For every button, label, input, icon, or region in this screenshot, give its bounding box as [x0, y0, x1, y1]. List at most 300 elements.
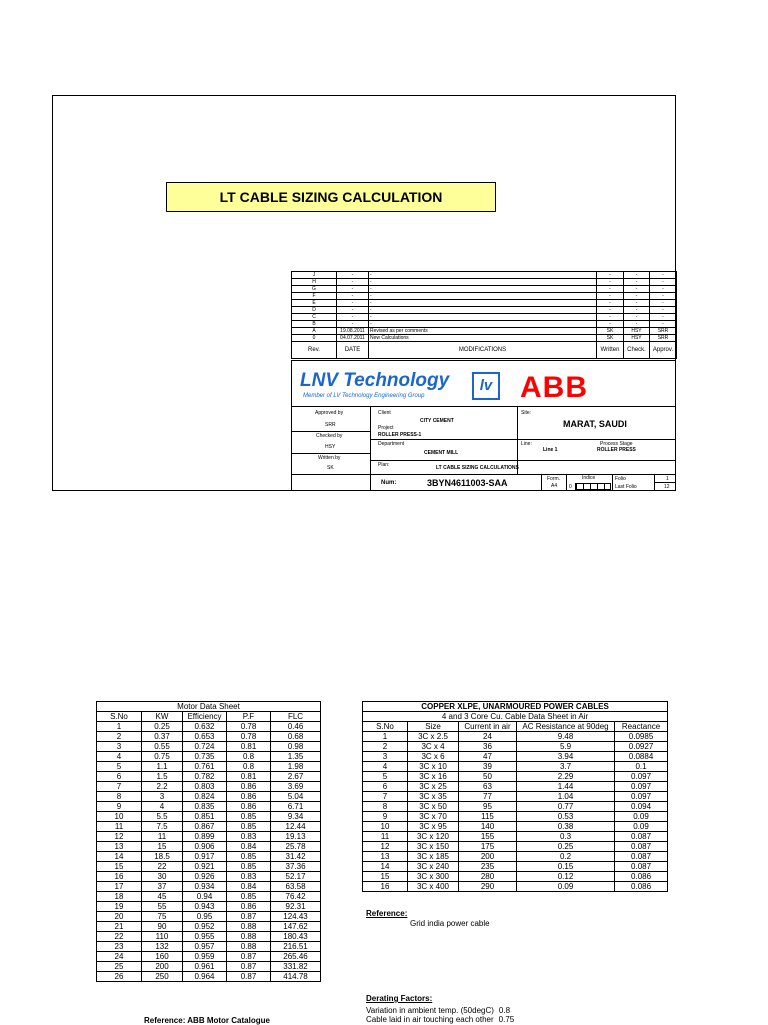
motor-cell: 0.86 — [227, 792, 271, 802]
revision-cell-c: - — [624, 314, 650, 321]
motor-cell: 180.43 — [271, 932, 321, 942]
revision-cell-a: - — [650, 314, 677, 321]
table-row — [97, 762, 321, 772]
motor-cell: 0.83 — [227, 832, 271, 842]
motor-cell: 0.899 — [183, 832, 227, 842]
cable-cell: 290 — [459, 882, 517, 892]
revision-cell-a: - — [650, 272, 677, 279]
site-value: MARAT, SAUDI — [563, 419, 627, 429]
project-label: Project — [378, 425, 394, 431]
table-row — [97, 892, 321, 902]
motor-cell: 132 — [142, 942, 183, 952]
motor-cell: 0.803 — [183, 782, 227, 792]
table-row — [97, 962, 321, 972]
table-row — [97, 852, 321, 862]
motor-cell: 19 — [97, 902, 142, 912]
cable-header-cell: S.No — [363, 722, 408, 732]
motor-cell: 0.632 — [183, 722, 227, 732]
table-row — [97, 902, 321, 912]
cable-cell: 0.086 — [615, 882, 668, 892]
cable-cell: 3C x 70 — [408, 812, 459, 822]
motor-cell: 12.44 — [271, 822, 321, 832]
motor-cell: 0.25 — [142, 722, 183, 732]
cable-cell: 3C x 6 — [408, 752, 459, 762]
table-row — [97, 942, 321, 952]
revision-cell-rev: J — [292, 272, 337, 279]
motor-cell: 8 — [97, 792, 142, 802]
revision-cell-c: - — [624, 321, 650, 328]
revision-cell-date: - — [337, 279, 369, 286]
revision-cell-date: - — [337, 314, 369, 321]
cable-cell: 3C x 10 — [408, 762, 459, 772]
revision-cell-mod: Revised as per comments — [369, 328, 597, 335]
derating-label: Derating Factors: — [366, 994, 433, 1003]
plan-label: Plan: — [378, 462, 390, 468]
written-by-label: Written by — [318, 455, 341, 461]
motor-cell: 0.867 — [183, 822, 227, 832]
table-row — [363, 772, 668, 782]
table-row — [363, 882, 668, 892]
cable-table-subtitle: 4 and 3 Core Cu. Cable Data Sheet in Air — [363, 712, 668, 722]
table-row — [363, 822, 668, 832]
revision-cell-w: - — [597, 307, 624, 314]
motor-cell: 9.34 — [271, 812, 321, 822]
motor-header-cell: Efficiency — [183, 712, 227, 722]
revision-row — [292, 307, 677, 314]
motor-cell: 0.75 — [142, 752, 183, 762]
motor-cell: 10 — [97, 812, 142, 822]
cable-cell: 2.29 — [517, 772, 615, 782]
table-row — [97, 972, 321, 982]
revision-cell-mod: New Calculations — [369, 335, 597, 342]
cable-cell: 3C x 16 — [408, 772, 459, 782]
revision-cell-w: - — [597, 300, 624, 307]
cable-cell: 0.1 — [615, 762, 668, 772]
cable-cell: 10 — [363, 822, 408, 832]
motor-cell: 0.37 — [142, 732, 183, 742]
table-row — [97, 952, 321, 962]
cable-cell: 2 — [363, 742, 408, 752]
revision-header-c: Check. — [624, 342, 650, 359]
motor-cell: 7.5 — [142, 822, 183, 832]
table-row — [363, 812, 668, 822]
motor-cell: 0.926 — [183, 872, 227, 882]
table-row — [97, 772, 321, 782]
motor-cell: 0.46 — [271, 722, 321, 732]
revision-cell-a: - — [650, 300, 677, 307]
revision-cell-c: - — [624, 300, 650, 307]
motor-cell: 0.85 — [227, 892, 271, 902]
revision-cell-c: - — [624, 286, 650, 293]
cable-cell: 0.087 — [615, 862, 668, 872]
cable-cell: 0.097 — [615, 792, 668, 802]
cable-cell: 11 — [363, 832, 408, 842]
motor-cell: 1.5 — [142, 772, 183, 782]
approved-by-label: Approved by — [315, 410, 344, 416]
cable-cell: 14 — [363, 862, 408, 872]
motor-cell: 15 — [142, 842, 183, 852]
motor-cell: 0.959 — [183, 952, 227, 962]
cable-cell: 3C x 185 — [408, 852, 459, 862]
revision-cell-w: SK — [597, 328, 624, 335]
table-row — [363, 732, 668, 742]
cable-cell: 39 — [459, 762, 517, 772]
motor-cell: 0.957 — [183, 942, 227, 952]
motor-header-row — [97, 712, 321, 722]
form-value: A4 — [551, 483, 558, 489]
motor-cell: 0.961 — [183, 962, 227, 972]
revision-row — [292, 272, 677, 279]
motor-cell: 1.35 — [271, 752, 321, 762]
motor-cell: 76.42 — [271, 892, 321, 902]
derating-item — [366, 1015, 514, 1024]
motor-cell: 0.86 — [227, 802, 271, 812]
table-row — [97, 862, 321, 872]
motor-cell: 55 — [142, 902, 183, 912]
cable-cell: 0.097 — [615, 782, 668, 792]
client-label: Client — [378, 410, 391, 416]
motor-cell: 0.78 — [227, 732, 271, 742]
revision-cell-w: - — [597, 293, 624, 300]
derating-value: 0.75 — [498, 1015, 515, 1024]
revision-header-row — [292, 342, 677, 359]
cable-cell: 12 — [363, 842, 408, 852]
revision-row — [292, 321, 677, 328]
cable-cell: 3C x 25 — [408, 782, 459, 792]
revision-cell-c: - — [624, 307, 650, 314]
cable-cell: 3C x 50 — [408, 802, 459, 812]
cable-cell: 6 — [363, 782, 408, 792]
motor-cell: 0.84 — [227, 842, 271, 852]
cable-cell: 3C x 2.5 — [408, 732, 459, 742]
motor-cell: 0.955 — [183, 932, 227, 942]
motor-cell: 0.782 — [183, 772, 227, 782]
motor-cell: 15 — [97, 862, 142, 872]
motor-reference: Reference: ABB Motor Catalogue — [144, 1016, 270, 1025]
revision-row — [292, 279, 677, 286]
revision-header-w: Written — [597, 342, 624, 359]
cable-header-cell: Reactance — [615, 722, 668, 732]
cable-cell: 0.77 — [517, 802, 615, 812]
cable-cell: 155 — [459, 832, 517, 842]
revision-cell-c: HSY — [624, 335, 650, 342]
revision-cell-w: SK — [597, 335, 624, 342]
motor-cell: 20 — [97, 912, 142, 922]
motor-cell: 0.917 — [183, 852, 227, 862]
cable-cell: 0.2 — [517, 852, 615, 862]
cable-cell: 7 — [363, 792, 408, 802]
table-row — [97, 812, 321, 822]
motor-cell: 24 — [97, 952, 142, 962]
lnv-technology-logo: LNV Technology — [300, 370, 450, 391]
revision-cell-a: - — [650, 293, 677, 300]
cable-cell: 16 — [363, 882, 408, 892]
revision-cell-rev: F — [292, 293, 337, 300]
motor-cell: 4 — [97, 752, 142, 762]
motor-cell: 414.78 — [271, 972, 321, 982]
motor-cell: 0.94 — [183, 892, 227, 902]
cable-cell: 0.09 — [615, 812, 668, 822]
revision-row — [292, 335, 677, 342]
cable-header-row — [363, 722, 668, 732]
revision-row — [292, 328, 677, 335]
cable-cell: 0.097 — [615, 772, 668, 782]
revision-cell-w: - — [597, 321, 624, 328]
derating-list — [366, 1006, 514, 1024]
revision-row — [292, 300, 677, 307]
cable-reference: Grid india power cable — [410, 919, 490, 928]
revision-cell-mod: - — [369, 272, 597, 279]
revision-cell-date: 19.08.2011 — [337, 328, 369, 335]
motor-cell: 0.8 — [227, 752, 271, 762]
motor-header-cell: P.F — [227, 712, 271, 722]
cable-cell: 0.53 — [517, 812, 615, 822]
motor-cell: 0.87 — [227, 912, 271, 922]
revision-cell-rev: C — [292, 314, 337, 321]
motor-cell: 1.1 — [142, 762, 183, 772]
cable-cell: 3C x 120 — [408, 832, 459, 842]
motor-table-title: Motor Data Sheet — [97, 702, 321, 712]
revision-cell-c: - — [624, 293, 650, 300]
lnv-subtitle: Member of LV Technology Engineering Group — [303, 393, 425, 399]
cable-cell: 175 — [459, 842, 517, 852]
cable-cell: 0.09 — [615, 822, 668, 832]
motor-cell: 11 — [97, 822, 142, 832]
motor-cell: 0.87 — [227, 972, 271, 982]
revision-cell-c: - — [624, 272, 650, 279]
motor-cell: 216.51 — [271, 942, 321, 952]
cable-cell: 24 — [459, 732, 517, 742]
motor-cell: 2.2 — [142, 782, 183, 792]
revision-cell-rev: D — [292, 307, 337, 314]
revision-cell-date: 04.07.2011 — [337, 335, 369, 342]
cable-cell: 3C x 35 — [408, 792, 459, 802]
cable-cell: 3C x 150 — [408, 842, 459, 852]
revision-header-date: DATE — [337, 342, 369, 359]
motor-cell: 200 — [142, 962, 183, 972]
motor-cell: 16 — [97, 872, 142, 882]
cable-cell: 1.04 — [517, 792, 615, 802]
motor-cell: 0.653 — [183, 732, 227, 742]
last-folio-label: Last Folio — [615, 484, 637, 490]
cable-cell: 0.3 — [517, 832, 615, 842]
cable-cell: 3C x 240 — [408, 862, 459, 872]
motor-cell: 63.58 — [271, 882, 321, 892]
motor-cell: 331.82 — [271, 962, 321, 972]
motor-cell: 9 — [97, 802, 142, 812]
revision-cell-rev: E — [292, 300, 337, 307]
motor-cell: 0.761 — [183, 762, 227, 772]
cable-cell: 115 — [459, 812, 517, 822]
motor-cell: 265.46 — [271, 952, 321, 962]
motor-cell: 0.88 — [227, 942, 271, 952]
motor-cell: 124.43 — [271, 912, 321, 922]
motor-cell: 37.36 — [271, 862, 321, 872]
motor-cell: 6 — [97, 772, 142, 782]
motor-cell: 17 — [97, 882, 142, 892]
cable-cell: 95 — [459, 802, 517, 812]
table-row — [363, 852, 668, 862]
motor-cell: 0.851 — [183, 812, 227, 822]
motor-cell: 0.88 — [227, 922, 271, 932]
plan-value: LT CABLE SIZING CALCULATIONS — [436, 465, 519, 471]
table-row — [97, 722, 321, 732]
motor-cell: 110 — [142, 932, 183, 942]
table-row — [97, 782, 321, 792]
motor-cell: 0.934 — [183, 882, 227, 892]
table-row — [97, 732, 321, 742]
cable-cell: 0.25 — [517, 842, 615, 852]
cable-cell: 4 — [363, 762, 408, 772]
motor-cell: 92.31 — [271, 902, 321, 912]
motor-header-cell: KW — [142, 712, 183, 722]
motor-cell: 0.735 — [183, 752, 227, 762]
cable-reference-label: Reference: — [366, 909, 408, 918]
motor-cell: 2 — [97, 732, 142, 742]
cable-data-table — [362, 701, 668, 892]
revision-cell-rev: 0 — [292, 335, 337, 342]
revision-cell-date: - — [337, 286, 369, 293]
motor-cell: 4 — [142, 802, 183, 812]
table-row — [97, 882, 321, 892]
line-value: Line 1 — [543, 447, 558, 453]
motor-cell: 0.952 — [183, 922, 227, 932]
revision-cell-w: - — [597, 286, 624, 293]
motor-cell: 0.87 — [227, 952, 271, 962]
motor-cell: 18.5 — [142, 852, 183, 862]
table-row — [363, 762, 668, 772]
site-label: Site: — [521, 410, 532, 416]
derating-text: Cable laid in air touching each other — [366, 1015, 494, 1024]
written-by-value: SK — [327, 465, 334, 471]
table-row — [97, 742, 321, 752]
motor-cell: 5 — [97, 762, 142, 772]
motor-cell: 0.55 — [142, 742, 183, 752]
cable-cell: 0.0927 — [615, 742, 668, 752]
cable-cell: 280 — [459, 872, 517, 882]
indice-label: Indice — [582, 475, 596, 481]
cable-cell: 9 — [363, 812, 408, 822]
cable-cell: 0.0985 — [615, 732, 668, 742]
motor-cell: 0.83 — [227, 872, 271, 882]
revision-cell-a: - — [650, 286, 677, 293]
revision-cell-date: - — [337, 293, 369, 300]
cable-cell: 15 — [363, 872, 408, 882]
revision-row — [292, 286, 677, 293]
revision-cell-a: - — [650, 279, 677, 286]
cable-cell: 1.44 — [517, 782, 615, 792]
revision-row — [292, 314, 677, 321]
cable-header-cell: AC Resistance at 90deg — [517, 722, 615, 732]
revision-cell-mod: - — [369, 314, 597, 321]
folio-label: Folio — [615, 476, 626, 482]
motor-cell: 3 — [142, 792, 183, 802]
table-row — [363, 842, 668, 852]
motor-cell: 0.824 — [183, 792, 227, 802]
motor-cell: 0.921 — [183, 862, 227, 872]
motor-cell: 75 — [142, 912, 183, 922]
revision-header-a: Approv. — [650, 342, 677, 359]
derating-text: Variation in ambient temp. (50degC) — [366, 1006, 494, 1015]
revision-cell-w: - — [597, 279, 624, 286]
cable-cell: 0.087 — [615, 832, 668, 842]
motor-cell: 25.78 — [271, 842, 321, 852]
motor-cell: 0.98 — [271, 742, 321, 752]
motor-cell: 5.04 — [271, 792, 321, 802]
num-label: Num: — [381, 480, 397, 486]
motor-cell: 0.95 — [183, 912, 227, 922]
department-label: Department — [378, 441, 405, 447]
last-folio-value: 12 — [664, 484, 670, 490]
motor-cell: 7 — [97, 782, 142, 792]
cable-cell: 0.086 — [615, 872, 668, 882]
motor-cell: 45 — [142, 892, 183, 902]
motor-cell: 147.62 — [271, 922, 321, 932]
cable-cell: 0.087 — [615, 852, 668, 862]
table-row — [97, 932, 321, 942]
cable-cell: 63 — [459, 782, 517, 792]
revision-cell-date: - — [337, 300, 369, 307]
cable-title-row — [363, 702, 668, 712]
table-row — [363, 832, 668, 842]
revision-cell-w: - — [597, 272, 624, 279]
motor-cell: 0.724 — [183, 742, 227, 752]
motor-cell: 0.78 — [227, 722, 271, 732]
cable-table-title: COPPER XLPE, UNARMOURED POWER CABLES — [363, 702, 668, 712]
motor-cell: 0.87 — [227, 962, 271, 972]
motor-cell: 5.5 — [142, 812, 183, 822]
table-row — [363, 872, 668, 882]
motor-cell: 2.67 — [271, 772, 321, 782]
motor-cell: 6.71 — [271, 802, 321, 812]
table-row — [97, 822, 321, 832]
lv-logo-icon: lv — [472, 372, 500, 400]
cable-cell: 9.48 — [517, 732, 615, 742]
cable-cell: 5.9 — [517, 742, 615, 752]
motor-cell: 0.85 — [227, 862, 271, 872]
motor-cell: 30 — [142, 872, 183, 882]
revision-table — [291, 271, 677, 359]
motor-cell: 0.85 — [227, 812, 271, 822]
revision-cell-a: SRR — [650, 328, 677, 335]
cable-cell: 47 — [459, 752, 517, 762]
cable-cell: 3 — [363, 752, 408, 762]
motor-cell: 0.85 — [227, 852, 271, 862]
revision-header-rev: Rev. — [292, 342, 337, 359]
cable-cell: 235 — [459, 862, 517, 872]
revision-cell-c: - — [624, 279, 650, 286]
client-value: CITY CEMENT — [420, 418, 454, 424]
revision-cell-rev: B — [292, 321, 337, 328]
line-label: Line: — [521, 441, 532, 447]
cable-cell: 3C x 300 — [408, 872, 459, 882]
cable-header-cell: Current in air — [459, 722, 517, 732]
motor-cell: 52.17 — [271, 872, 321, 882]
motor-cell: 90 — [142, 922, 183, 932]
table-row — [97, 872, 321, 882]
cable-cell: 0.094 — [615, 802, 668, 812]
motor-cell: 25 — [97, 962, 142, 972]
table-row — [363, 752, 668, 762]
cable-header-cell: Size — [408, 722, 459, 732]
motor-cell: 0.84 — [227, 882, 271, 892]
motor-cell: 0.86 — [227, 902, 271, 912]
cable-cell: 3C x 400 — [408, 882, 459, 892]
revision-cell-date: - — [337, 307, 369, 314]
motor-cell: 0.88 — [227, 932, 271, 942]
motor-cell: 1 — [97, 722, 142, 732]
cable-cell: 50 — [459, 772, 517, 782]
